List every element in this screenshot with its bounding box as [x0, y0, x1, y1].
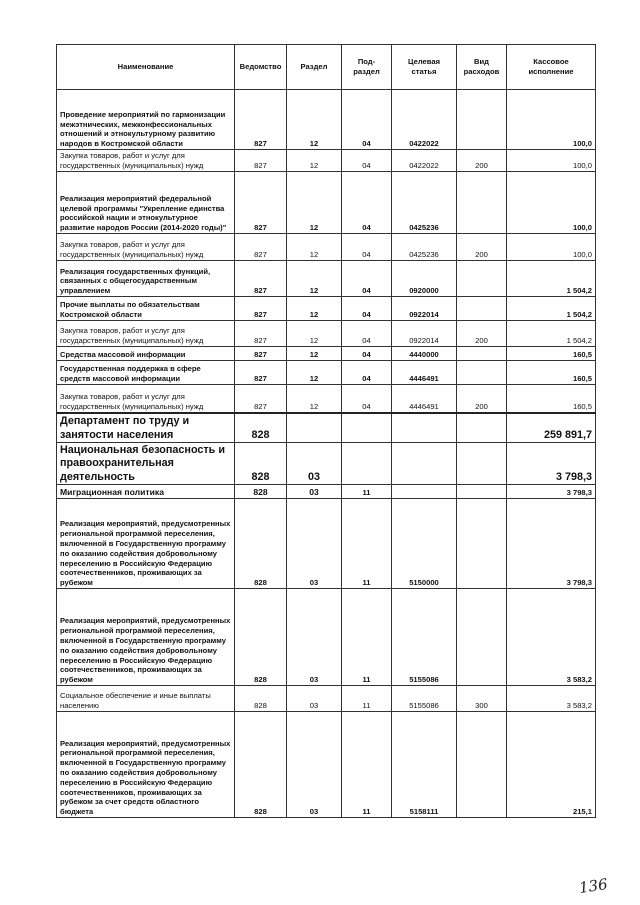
row-subsection: 11 [342, 499, 392, 589]
row-target-article: 4446491 [392, 361, 457, 385]
row-section: 12 [287, 361, 342, 385]
row-amount: 1 504,2 [507, 261, 596, 297]
row-subsection: 11 [342, 712, 392, 818]
row-department: 828 [235, 499, 287, 589]
row-section [287, 413, 342, 443]
row-department: 827 [235, 234, 287, 261]
row-department: 828 [235, 485, 287, 499]
row-section: 03 [287, 499, 342, 589]
table-row [57, 261, 596, 297]
row-name: Закупка товаров, работ и услуг для государственных (муниципальных) нужд [57, 321, 235, 347]
row-target-article: 4446491 [392, 385, 457, 413]
row-department: 827 [235, 321, 287, 347]
row-name: Средства массовой информации [57, 347, 235, 361]
row-target-article: 5158111 [392, 712, 457, 818]
row-section: 12 [287, 321, 342, 347]
row-expense-type [457, 413, 507, 443]
row-amount: 1 504,2 [507, 297, 596, 321]
table-row [57, 90, 596, 150]
row-amount: 160,5 [507, 361, 596, 385]
table-row [57, 485, 596, 499]
row-amount: 3 583,2 [507, 589, 596, 686]
row-name: Закупка товаров, работ и услуг для государственных (муниципальных) нужд [57, 385, 235, 413]
row-subsection: 11 [342, 686, 392, 712]
row-target-article: 4440000 [392, 347, 457, 361]
row-amount: 160,5 [507, 347, 596, 361]
row-section: 12 [287, 172, 342, 234]
row-section: 03 [287, 589, 342, 686]
row-expense-type [457, 90, 507, 150]
table-row [57, 234, 596, 261]
row-subsection: 11 [342, 589, 392, 686]
row-department: 827 [235, 261, 287, 297]
row-expense-type [457, 347, 507, 361]
table-row [57, 589, 596, 686]
table-row [57, 413, 596, 443]
row-expense-type [457, 712, 507, 818]
row-expense-type: 200 [457, 150, 507, 172]
row-subsection: 04 [342, 172, 392, 234]
row-amount: 215,1 [507, 712, 596, 818]
row-name: Реализация мероприятий федеральной целевой программы "Укрепление единства российской нации и этнокультурное развитие народов России (2014-2020 годы)" [57, 172, 235, 234]
row-section: 12 [287, 234, 342, 261]
row-section: 12 [287, 150, 342, 172]
row-name: Прочие выплаты по обязательствам Костромской области [57, 297, 235, 321]
row-expense-type: 200 [457, 321, 507, 347]
row-target-article [392, 443, 457, 485]
row-target-article: 5155086 [392, 686, 457, 712]
row-expense-type: 300 [457, 686, 507, 712]
row-amount: 3 798,3 [507, 499, 596, 589]
row-target-article: 5155086 [392, 589, 457, 686]
row-section: 12 [287, 347, 342, 361]
row-expense-type: 200 [457, 385, 507, 413]
header-cash-execution: Кассовое исполнение [507, 45, 596, 90]
row-section: 03 [287, 712, 342, 818]
row-subsection: 04 [342, 297, 392, 321]
row-department: 827 [235, 347, 287, 361]
table-row [57, 712, 596, 818]
row-section: 03 [287, 485, 342, 499]
row-name: Реализация мероприятий, предусмотренных региональной программой переселения, включенной в Государственную программу по оказанию содействия добровольному переселению в Российскую Федерацию соотечественников, проживающих за рубежом [57, 589, 235, 686]
row-department: 828 [235, 413, 287, 443]
row-department: 827 [235, 385, 287, 413]
row-amount: 100,0 [507, 150, 596, 172]
row-subsection: 04 [342, 234, 392, 261]
row-department: 827 [235, 297, 287, 321]
row-subsection: 04 [342, 385, 392, 413]
row-target-article: 0422022 [392, 90, 457, 150]
row-amount: 3 798,3 [507, 443, 596, 485]
row-subsection: 04 [342, 90, 392, 150]
row-department: 827 [235, 90, 287, 150]
row-expense-type [457, 261, 507, 297]
row-amount: 3 583,2 [507, 686, 596, 712]
table-row [57, 172, 596, 234]
row-target-article: 0425236 [392, 172, 457, 234]
row-amount: 1 504,2 [507, 321, 596, 347]
row-name: Государственная поддержка в сфере средств массовой информации [57, 361, 235, 385]
row-amount: 100,0 [507, 172, 596, 234]
row-section: 12 [287, 385, 342, 413]
row-subsection: 11 [342, 485, 392, 499]
table-row [57, 443, 596, 485]
row-department: 828 [235, 686, 287, 712]
row-target-article: 5150000 [392, 499, 457, 589]
table-row [57, 347, 596, 361]
row-target-article: 0922014 [392, 297, 457, 321]
row-department: 827 [235, 172, 287, 234]
row-department: 828 [235, 712, 287, 818]
row-subsection: 04 [342, 261, 392, 297]
header-section: Раздел [287, 45, 342, 90]
row-section: 12 [287, 297, 342, 321]
row-target-article: 0920000 [392, 261, 457, 297]
row-subsection: 04 [342, 361, 392, 385]
page-number: 136 [577, 875, 609, 897]
row-expense-type [457, 361, 507, 385]
row-expense-type [457, 589, 507, 686]
row-name: Реализация мероприятий, предусмотренных региональной программой переселения, включенной в Государственную программу по оказанию содействия добровольному переселению в Российскую Федерацию соотечественников, проживающих за рубежом [57, 499, 235, 589]
table-row [57, 686, 596, 712]
table-row [57, 297, 596, 321]
table-row [57, 361, 596, 385]
row-name: Реализация мероприятий, предусмотренных региональной программой переселения, включенной в Государственную программу по оказанию содействия добровольному переселению в Российскую Федерацию соотечественников, проживающих за рубежом за счет средств областного бюджета [57, 712, 235, 818]
table-header-row [57, 45, 596, 90]
row-amount: 3 798,3 [507, 485, 596, 499]
row-name: Реализация государственных функций, связанных с общегосударственным управлением [57, 261, 235, 297]
row-subsection: 04 [342, 150, 392, 172]
row-subsection: 04 [342, 321, 392, 347]
row-section: 03 [287, 443, 342, 485]
table-row [57, 150, 596, 172]
header-name: Наименование [57, 45, 235, 90]
row-expense-type [457, 297, 507, 321]
row-expense-type [457, 485, 507, 499]
row-target-article [392, 413, 457, 443]
row-expense-type [457, 499, 507, 589]
row-subsection [342, 443, 392, 485]
row-department: 827 [235, 150, 287, 172]
row-amount: 259 891,7 [507, 413, 596, 443]
row-subsection [342, 413, 392, 443]
row-expense-type: 200 [457, 234, 507, 261]
row-name: Миграционная политика [57, 485, 235, 499]
row-name: Национальная безопасность и правоохранительная деятельность [57, 443, 235, 485]
row-amount: 160,5 [507, 385, 596, 413]
row-amount: 100,0 [507, 234, 596, 261]
header-subsection: Под-раздел [342, 45, 392, 90]
row-department: 827 [235, 361, 287, 385]
budget-table [56, 44, 596, 818]
row-subsection: 04 [342, 347, 392, 361]
row-section: 12 [287, 261, 342, 297]
row-target-article: 0922014 [392, 321, 457, 347]
header-target-article: Целевая статья [392, 45, 457, 90]
row-name: Закупка товаров, работ и услуг для государственных (муниципальных) нужд [57, 150, 235, 172]
row-name: Социальное обеспечение и иные выплаты населению [57, 686, 235, 712]
row-expense-type [457, 443, 507, 485]
row-target-article [392, 485, 457, 499]
row-target-article: 0422022 [392, 150, 457, 172]
row-name: Департамент по труду и занятости населения [57, 413, 235, 443]
row-name: Проведение мероприятий по гармонизации межэтнических, межконфессиональных отношений и этнокультурному развитию народов в Костромской области [57, 90, 235, 150]
row-name: Закупка товаров, работ и услуг для государственных (муниципальных) нужд [57, 234, 235, 261]
table-row [57, 499, 596, 589]
row-department: 828 [235, 443, 287, 485]
row-expense-type [457, 172, 507, 234]
row-section: 03 [287, 686, 342, 712]
row-amount: 100,0 [507, 90, 596, 150]
table-row [57, 321, 596, 347]
row-department: 828 [235, 589, 287, 686]
header-department: Ведомство [235, 45, 287, 90]
table-row [57, 385, 596, 413]
row-target-article: 0425236 [392, 234, 457, 261]
row-section: 12 [287, 90, 342, 150]
header-expense-type: Вид расходов [457, 45, 507, 90]
